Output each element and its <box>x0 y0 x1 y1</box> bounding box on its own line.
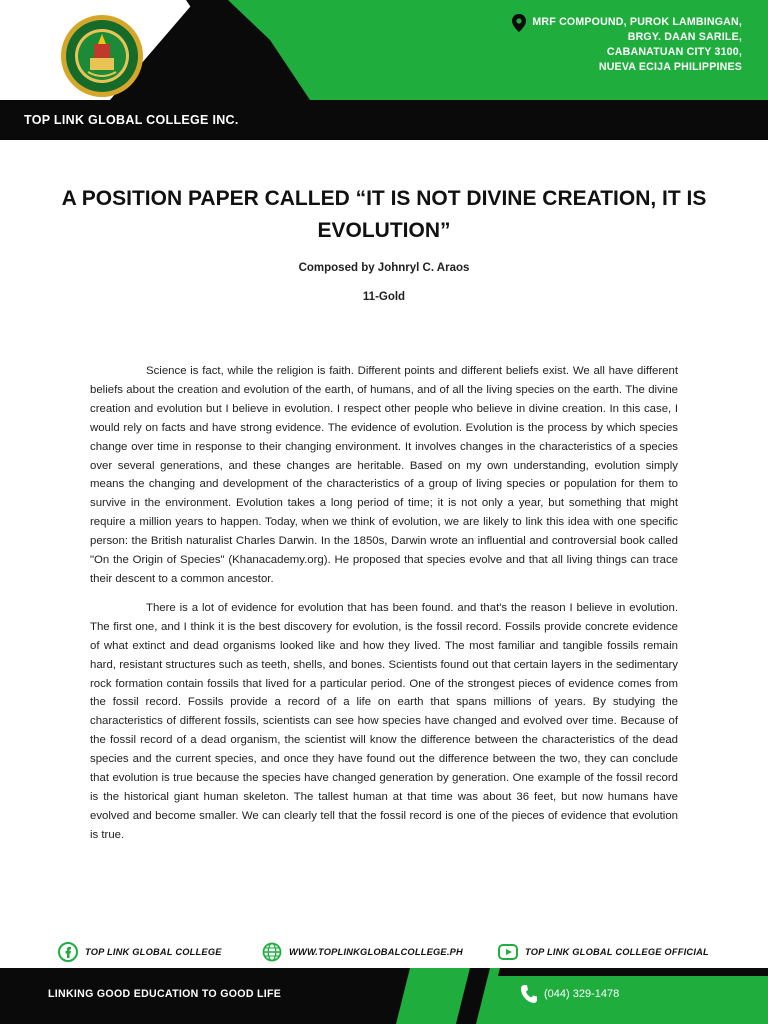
facebook-icon <box>58 942 78 962</box>
body-paragraph: Science is fact, while the religion is faith. Different points and different beliefs exist. We all have different beliefs about the creation and evolution of the earth, of humans, and of all the living species on the earth. The divine creation and evolution but I believe in evolution. I respect other people who believe in divine creation. In this case, I would rely on facts and have strong evidence. The evidence of evolution. Evolution is the process by which species change over time in response to their changing environment. It involves changes in the characteristics of a species over several generations, and these changes are heritable. Based on my own understanding, evolution simply means the changing and development of the characteristics of a group of living species or population for them to survive in the environment. Evolution takes a long period of time; it is not only a year, but something that might require a million years to happen. Today, when we think of evolution, we are likely to link this idea with one specific person: the British naturalist Charles Darwin. In the 1850s, Darwin wrote an influential and controversial book called "On the Origin of Species" (Khanacademy.org). He proposed that species evolve and that all living things can trace their descent to a common ancestor. <box>90 365 678 585</box>
youtube-icon <box>498 942 518 962</box>
footer-social-row <box>0 936 768 972</box>
section-label: 11-Gold <box>362 291 406 303</box>
website-link[interactable] <box>262 942 463 962</box>
facebook-label: TOP LINK GLOBAL COLLEGE <box>85 947 222 957</box>
address-line: MRF COMPOUND, PUROK LAMBINGAN, <box>532 16 742 28</box>
letterhead-header <box>0 0 768 140</box>
globe-icon <box>262 942 282 962</box>
address-line: BRGY. DAAN SARILE, <box>627 31 742 43</box>
address-line: NUEVA ECIJA PHILIPPINES <box>598 61 742 73</box>
phone-icon <box>520 984 538 1004</box>
website-label: WWW.TOPLINKGLOBALCOLLEGE.PH <box>289 947 463 957</box>
address-line: CABANATUAN CITY 3100, <box>606 46 742 58</box>
college-address <box>532 15 742 75</box>
youtube-link[interactable] <box>498 942 709 962</box>
college-seal-logo <box>60 14 144 98</box>
footer-tagline: LINKING GOOD EDUCATION TO GOOD LIFE <box>48 988 282 1000</box>
document-title: A POSITION PAPER CALLED “IT IS NOT DIVINE CREATION, IT IS EVOLUTION” <box>61 187 707 242</box>
author-line: Composed by Johnryl C. Araos <box>298 262 470 274</box>
location-pin-icon <box>512 14 526 32</box>
letterhead-footer <box>0 968 768 1024</box>
document-body <box>90 362 678 855</box>
college-name: TOP LINK GLOBAL COLLEGE INC. <box>24 113 239 127</box>
body-paragraph: There is a lot of evidence for evolution that has been found. and that's the reason I believe in evolution. The first one, and I think it is the best discovery for evolution, is the fossil record. Fossils provide concrete evidence of what extinct and dead organisms looked like and how they lived. The most familiar and tangible fossils remain hard, resistant structures such as teeth, shells, and bones. Scientists found out that certain layers in the sedimentary rock formation contain fossils that lived for a particular period. One of the strongest pieces of evidence comes from the fossil record. Fossils provide a record of a life on earth that spans millions of years. By studying the characteristics of different fossils, scientists can see how species have changed and evolved over time. Because of the fossil record of a dead organism, the scientist will know the difference between the characteristics of the dead species and the current species, and once they have found out the difference between the two, they can conclude that evolution is true because the species have changed generation by generation. One example of the fossil record is the historical giant human skeleton. The tallest human at that time was about 36 feet, but now humans have evolved and become smaller. We can clearly tell that the fossil record is one of the pieces of evidence that evolution is true. <box>90 601 678 841</box>
phone-number: (044) 329-1478 <box>544 988 620 1000</box>
facebook-link[interactable] <box>58 942 222 962</box>
youtube-label: TOP LINK GLOBAL COLLEGE OFFICIAL <box>525 947 709 957</box>
